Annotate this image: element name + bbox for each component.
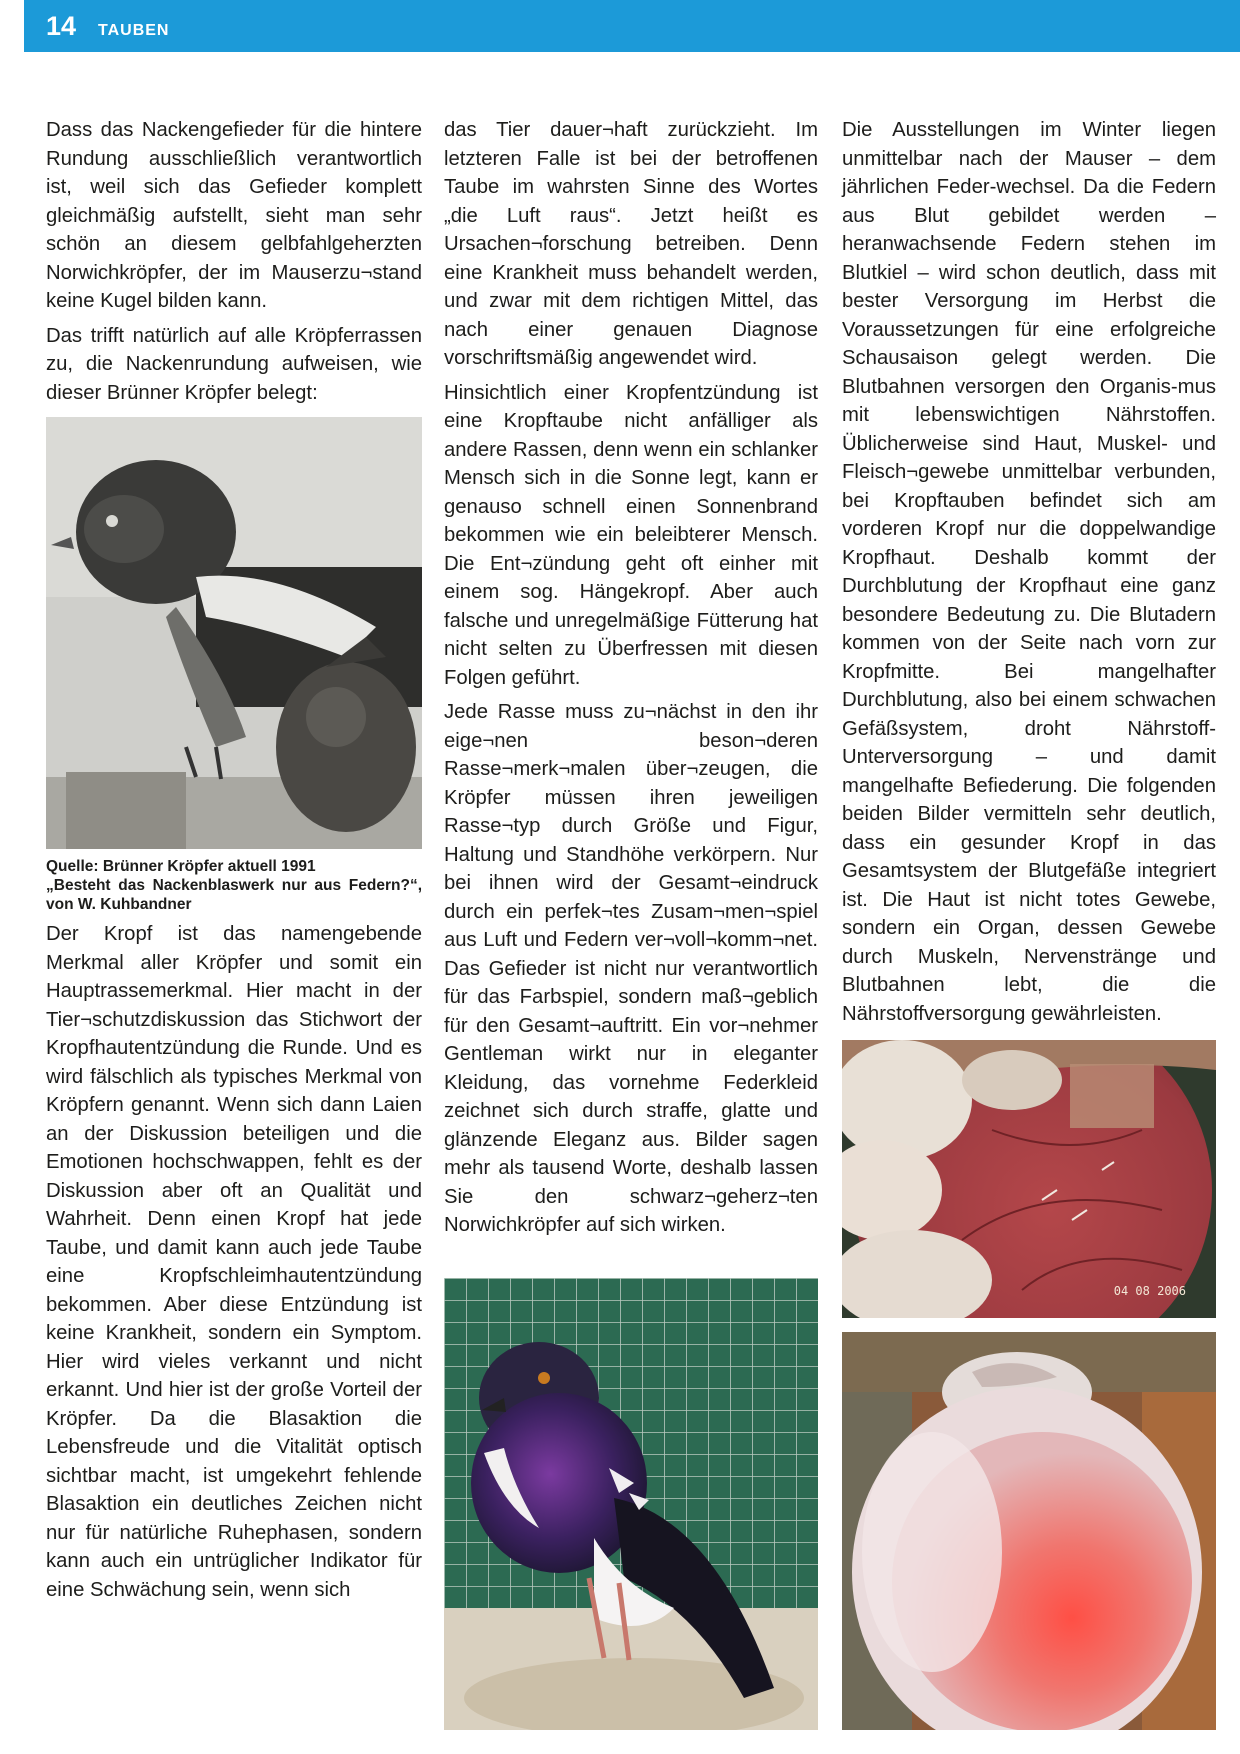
norwich-kroepfer-photo — [444, 1278, 818, 1730]
photo-date-stamp: 04 08 2006 — [1113, 1284, 1186, 1298]
column-1 — [46, 116, 422, 1610]
section-title: TAUBEN — [98, 22, 170, 39]
page-header — [24, 0, 1240, 52]
caption-title: „Besteht das Nackenblaswerk nur aus Federn?“, von W. Kuhbandner — [46, 877, 422, 913]
healthy-crop-photo — [842, 1332, 1216, 1730]
column-3 — [842, 116, 1216, 1034]
caption-source: Quelle: Brünner Kröpfer aktuell 1991 — [46, 858, 316, 875]
crop-skin-blood-vessels-photo — [842, 1040, 1216, 1318]
bruenner-kroepfer-photo — [46, 417, 422, 849]
paragraph: Die Ausstellungen im Winter liegen unmittelbar nach der Mauser – dem jährlichen Feder-wechsel. Da die Federn aus Blut gebildet werden – heranwachsende Federn stehen im Blutkiel – wird schon deutlich, dass mit bester Versorgung im Herbst die Voraussetzungen für eine erfolgreiche Schausaison gelegt werden. Die Blutbahnen versorgen den Organis-mus mit lebenswichtigen Nährstoffen. Üblicherweise sind Haut, Muskel- und Fleisch¬gewebe unmittelbar verbunden, bei Kropftauben befindet sich am vorderen Kropf nur die doppelwandige Kropfhaut. Deshalb kommt der Durchblutung der Kropfhaut eine ganz besondere Bedeutung zu. Die Blutadern kommen von der Seite nach vorn zur Kropfmitte. Bei mangelhafter Durchblutung, also bei einem schwachen Gefäßsystem, droht Nährstoff-Unterversorgung – und damit mangelhafte Befiederung. Die folgenden beiden Bilder vermitteln sehr deutlich, dass ein gesunder Kropf in das Gesamtsystem der Blutgefäße integriert ist. Die Haut ist nicht totes Gewebe, sondern ein Organ, dessen Gewebe durch Muskeln, Nervenstränge und Blutbahnen lebt, die die Nährstoffversorgung gewährleisten. — [842, 119, 1216, 1025]
paragraph: Der Kropf ist das namengebende Merkmal aller Kröpfer und somit ein Hauptrassemerkmal. Hier macht in der Tier¬schutzdiskussion das Stichwort der Kropfhautentzündung die Runde. Und es wird fälschlich als typisches Merkmal von Kröpfern genannt. Wenn sich dann Laien an der Diskussion beteiligen und die Emotionen hochschwappen, fehlt es der Diskussion aber oft an Qualität und Wahrheit. Denn einen Kropf hat jede Taube, und damit kann auch jede Taube eine Kropfschleimhautentzündung bekommen. Aber diese Entzündung ist keine Krankheit, sondern ein Symptom. Hier wird vieles verkannt und nicht erkannt. Und hier ist der große Vorteil der Kröpfer. Da die Blasaktion die Lebensfreude und die Vitalität optisch sichtbar macht, ist umgekehrt fehlende Blasaktion ein deutliches Zeichen nicht nur für natürliche Ruhephasen, sondern kann auch ein untrüglicher Indikator für eine Schwächung sein, wenn sich — [46, 923, 422, 1601]
paragraph: Das trifft natürlich auf alle Kröpferrassen zu, die Nackenrundung aufweisen, wie dieser Brünner Kröpfer belegt: — [46, 324, 422, 404]
paragraph: Jede Rasse muss zu¬nächst in den ihr eige¬nen beson¬deren Rasse¬merk¬malen über¬zeugen, die Kröpfer müssen ihren jeweiligen Rasse¬typ durch Größe und Figur, Haltung und Standhöhe verkörpern. Nur bei ihnen wird der Gesamt¬eindruck durch ein perfek¬tes Zusam¬men¬spiel aus Luft und Federn ver¬voll¬komm¬net. Das Gefieder ist nicht nur verantwortlich für das Farbspiel, sondern maß¬geblich für den Gesamt¬auftritt. Ein vor¬nehmer Gentleman wirkt nur in eleganter Kleidung, das vornehme Federkleid zeichnet sich durch straffe, glatte und glänzende Eleganz aus. Bilder sagen mehr als tausend Worte, deshalb lassen Sie den schwarz¬geherz¬ten Norwichkröpfer auf sich wirken. — [444, 701, 818, 1236]
paragraph: Hinsichtlich einer Kropfentzündung ist eine Kropftaube nicht anfälliger als andere Rassen, denn wenn ein schlanker Mensch sich in die Sonne legt, kann er genauso schnell einen Sonnenbrand bekommen wie ein beleibterer Mensch. Die Ent¬zündung geht oft einher mit einem sog. Hängekropf. Aber auch falsche und unregelmäßige Fütterung hat nicht selten zu Überfressen mit diesen Folgen geführt. — [444, 381, 818, 689]
paragraph: Dass das Nackengefieder für die hintere Rundung ausschließlich verantwortlich ist, weil sich das Gefieder komplett gleichmäßig aufstellt, sieht man sehr schön an diesem gelbfahlgeherzten Norwichkröpfer, der im Mauserzu¬stand keine Kugel bilden kann. — [46, 119, 422, 312]
photo-caption — [46, 857, 422, 914]
column-2 — [444, 116, 818, 1246]
page-number: 14 — [46, 11, 77, 41]
paragraph: das Tier dauer¬haft zurückzieht. Im letzteren Falle ist bei der betroffenen Taube im wahrsten Sinne des Wortes „die Luft raus“. Jetzt heißt es Ursachen¬forschung betreiben. Denn eine Krankheit muss behandelt werden, und zwar mit dem richtigen Mittel, das nach einer genauen Diagnose vorschriftsmäßig angewendet wird. — [444, 119, 818, 369]
